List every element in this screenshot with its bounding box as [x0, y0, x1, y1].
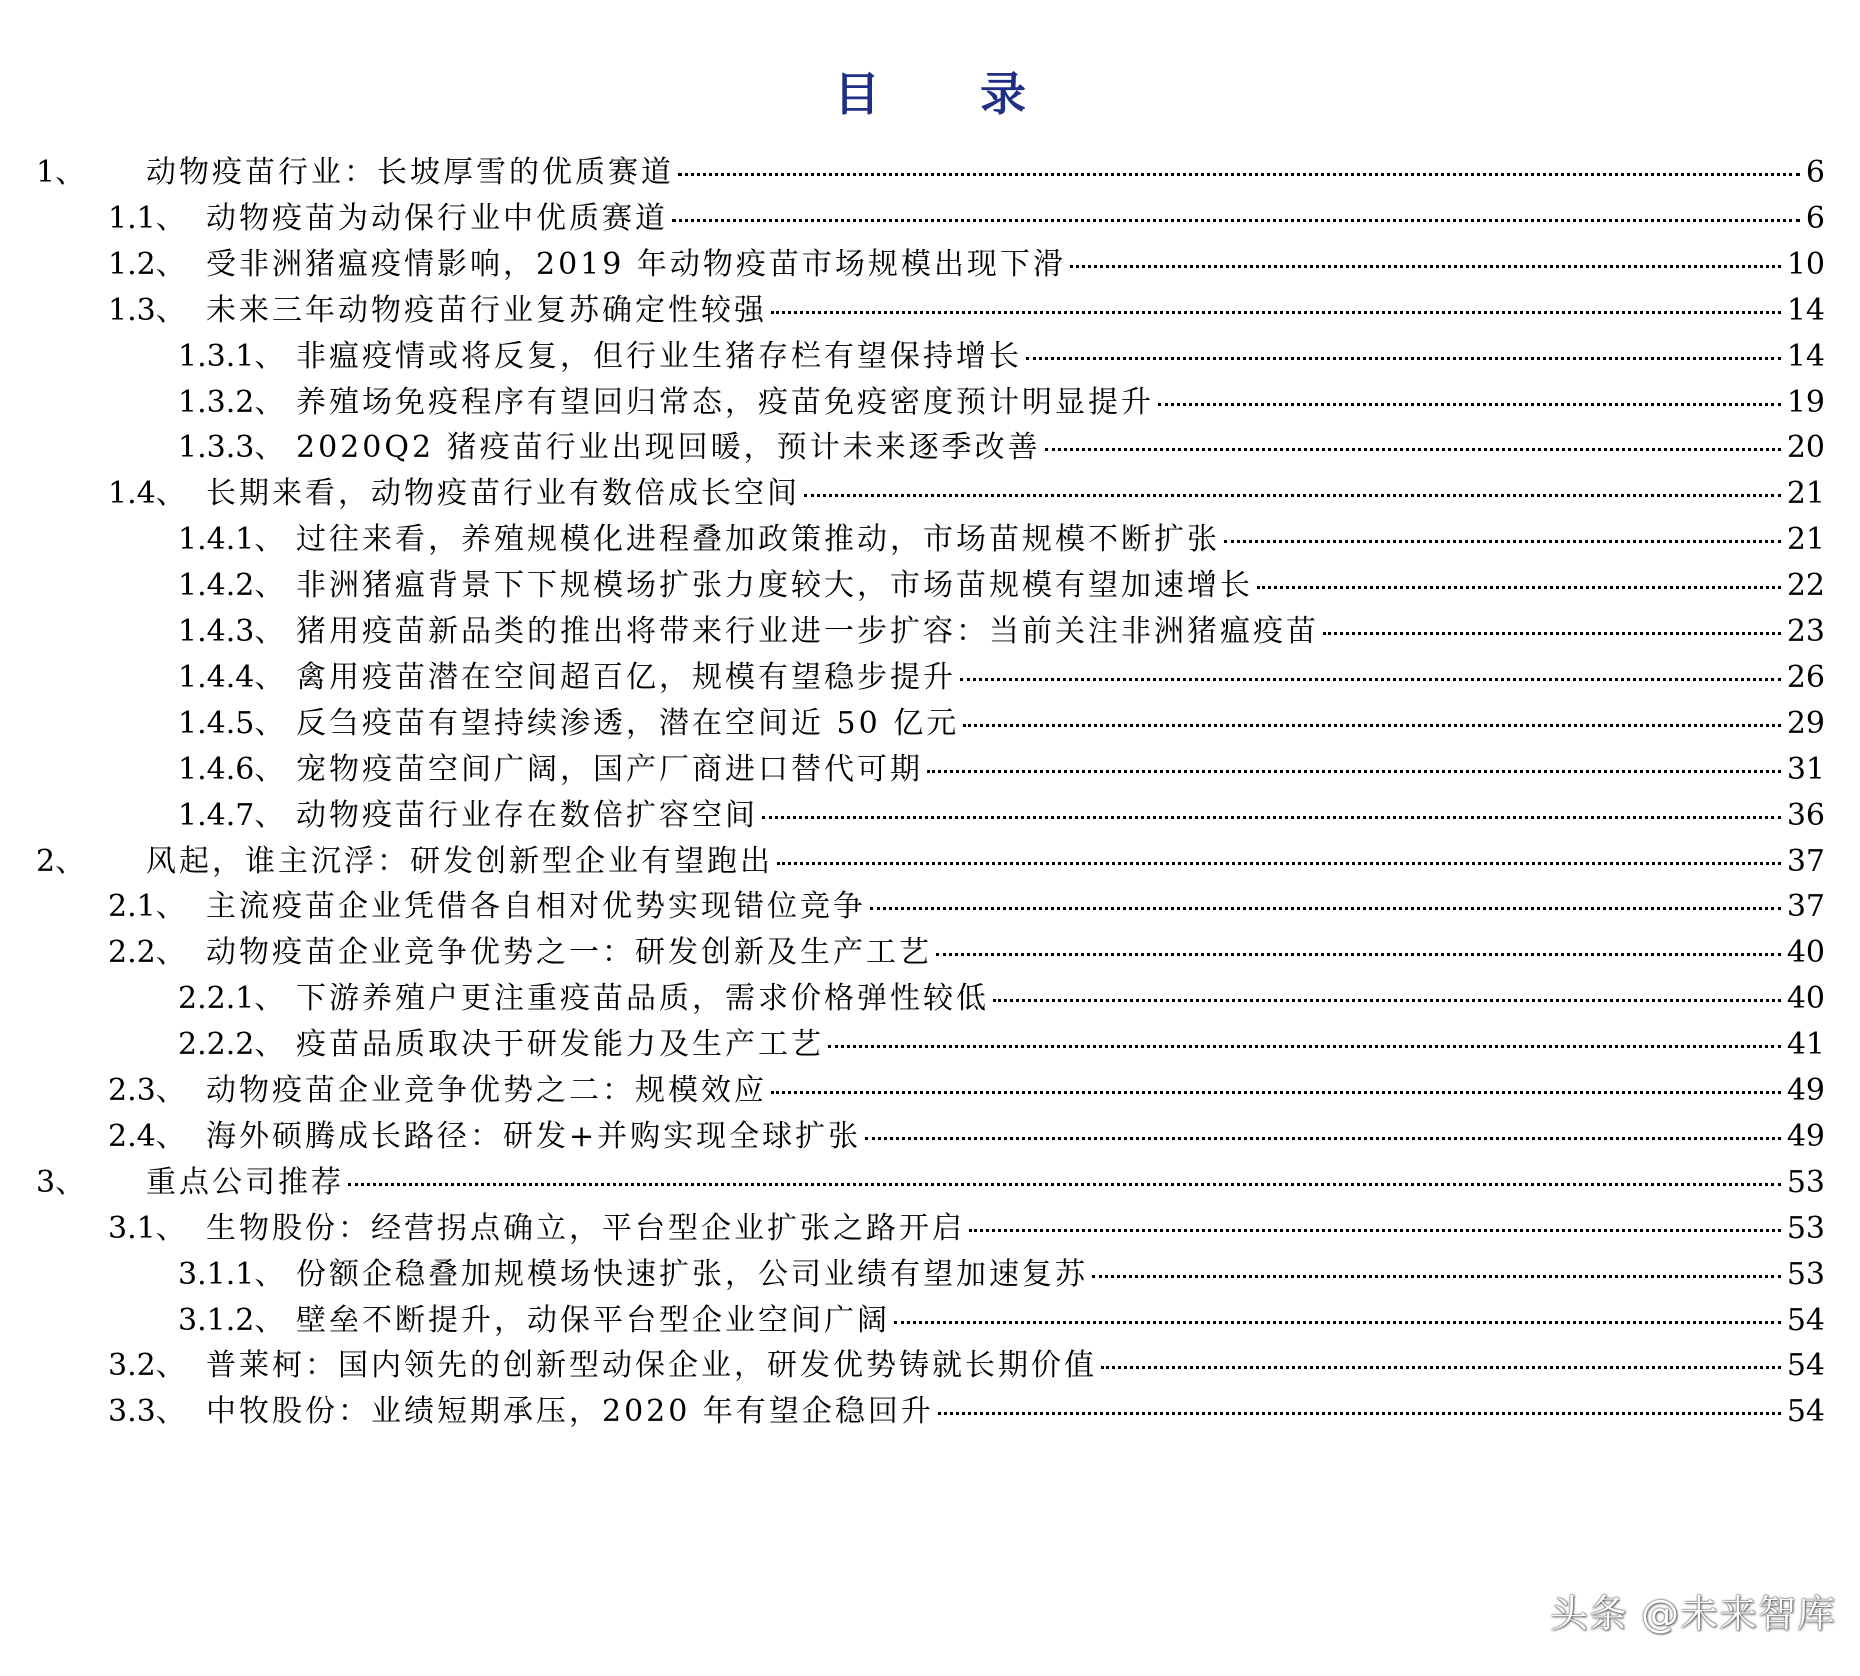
- toc-entry-number: 1.4.1、: [178, 522, 285, 557]
- toc-entry-number: 3.1.2、: [178, 1303, 285, 1338]
- toc-entry-number: 2、: [36, 844, 86, 879]
- toc-entry[interactable]: [178, 378, 1825, 428]
- toc-entry-number: 1.1、: [108, 201, 186, 236]
- toc-entry-page: 31: [1786, 752, 1825, 787]
- toc-entry-text: 下游养殖户更注重疫苗品质，需求价格弹性较低: [296, 981, 989, 1016]
- dot-leader: [936, 953, 1781, 956]
- dot-leader: [1045, 448, 1781, 451]
- toc-entry-page: 41: [1786, 1027, 1825, 1062]
- toc-entry-page: 40: [1786, 981, 1825, 1016]
- toc-entry-number: 3.2、: [108, 1348, 186, 1383]
- toc-entry-text: 海外硕腾成长路径：研发+并购实现全球扩张: [206, 1119, 862, 1154]
- toc-entry-page: 53: [1786, 1257, 1825, 1292]
- toc-entry-page: 6: [1805, 201, 1825, 236]
- toc-entry-number: 1.2、: [108, 247, 186, 282]
- toc-entry-text: 中牧股份：业绩短期承压，2020 年有望企稳回升: [206, 1394, 934, 1429]
- toc-entry-page: 23: [1786, 614, 1825, 649]
- toc-entry-text: 主流疫苗企业凭借各自相对优势实现错位竞争: [206, 889, 866, 924]
- toc-entry-number: 1.4.6、: [178, 752, 285, 787]
- toc-entry[interactable]: [36, 837, 1825, 887]
- toc-entry-page: 22: [1786, 568, 1825, 603]
- toc-entry-page: 54: [1786, 1303, 1825, 1338]
- toc-entry-text: 过往来看，养殖规模化进程叠加政策推动，市场苗规模不断扩张: [296, 522, 1220, 557]
- toc-entry-text: 禽用疫苗潜在空间超百亿，规模有望稳步提升: [296, 660, 956, 695]
- dot-leader: [762, 816, 1781, 819]
- toc-entry-number: 3.3、: [108, 1394, 186, 1429]
- toc-entry-number: 3.1.1、: [178, 1257, 285, 1292]
- toc-entry-number: 2.4、: [108, 1119, 186, 1154]
- toc-entry-page: 37: [1786, 889, 1825, 924]
- toc-entry-page: 49: [1786, 1073, 1825, 1108]
- toc-entry[interactable]: [178, 699, 1825, 749]
- toc-entry-page: 37: [1786, 844, 1825, 879]
- toc-entry-text: 风起，谁主沉浮：研发创新型企业有望跑出: [146, 844, 773, 879]
- toc-entry-number: 2.2.1、: [178, 981, 285, 1016]
- dot-leader: [1026, 357, 1781, 360]
- toc-entry-page: 20: [1786, 430, 1825, 465]
- toc-entry-page: 14: [1786, 293, 1825, 328]
- toc-entry-text: 2020Q2 猪疫苗行业出现回暖，预计未来逐季改善: [296, 430, 1041, 465]
- toc-entry[interactable]: [178, 653, 1825, 703]
- toc-entry-number: 2.1、: [108, 889, 186, 924]
- toc-entry-number: 2.2.2、: [178, 1027, 285, 1062]
- toc-entry[interactable]: [178, 332, 1825, 382]
- toc-entry[interactable]: [108, 469, 1825, 519]
- toc-entry-page: 26: [1786, 660, 1825, 695]
- toc-entry[interactable]: [108, 1341, 1825, 1391]
- toc-entry[interactable]: [36, 148, 1825, 198]
- dot-leader: [1070, 265, 1781, 268]
- toc-entry[interactable]: [178, 745, 1825, 795]
- toc-entry-text: 动物疫苗为动保行业中优质赛道: [206, 201, 668, 236]
- dot-leader: [1158, 403, 1781, 406]
- toc-entry-page: 53: [1786, 1165, 1825, 1200]
- dot-leader: [993, 999, 1781, 1002]
- dot-leader: [672, 219, 1800, 222]
- toc-entry[interactable]: [178, 1296, 1825, 1346]
- toc-entry[interactable]: [178, 1020, 1825, 1070]
- toc-entry-number: 1.4.5、: [178, 706, 285, 741]
- dot-leader: [870, 907, 1781, 910]
- toc-entry-page: 19: [1786, 385, 1825, 420]
- dot-leader: [678, 173, 1800, 176]
- toc-entry-page: 21: [1786, 522, 1825, 557]
- toc-entry-page: 40: [1786, 935, 1825, 970]
- toc-entry-page: 54: [1786, 1348, 1825, 1383]
- dot-leader: [771, 311, 1781, 314]
- toc-entry-number: 3.1、: [108, 1211, 186, 1246]
- toc-entry-page: 54: [1786, 1394, 1825, 1429]
- toc-entry[interactable]: [178, 607, 1825, 657]
- page-title: 目 录: [833, 67, 1068, 121]
- dot-leader: [1323, 632, 1781, 635]
- toc-entry-number: 1.4.4、: [178, 660, 285, 695]
- dot-leader: [960, 678, 1781, 681]
- toc-entry-page: 53: [1786, 1211, 1825, 1246]
- dot-leader: [804, 494, 1781, 497]
- toc-entry-text: 非洲猪瘟背景下下规模场扩张力度较大，市场苗规模有望加速增长: [296, 568, 1253, 603]
- dot-leader: [963, 724, 1781, 727]
- toc-entry-text: 疫苗品质取决于研发能力及生产工艺: [296, 1027, 824, 1062]
- toc-entry[interactable]: [36, 1158, 1825, 1208]
- toc-entry[interactable]: [108, 240, 1825, 290]
- toc-entry[interactable]: [108, 1112, 1825, 1162]
- toc-entry-text: 动物疫苗企业竞争优势之二：规模效应: [206, 1073, 767, 1108]
- watermark: 头条 @未来智库: [1549, 1592, 1836, 1636]
- toc-entry-text: 壁垒不断提升，动保平台型企业空间广阔: [296, 1303, 890, 1338]
- dot-leader: [1224, 540, 1781, 543]
- toc-entry-number: 1.3.3、: [178, 430, 285, 465]
- dot-leader: [348, 1183, 1781, 1186]
- toc-entry-text: 生物股份：经营拐点确立，平台型企业扩张之路开启: [206, 1211, 965, 1246]
- toc-entry-text: 养殖场免疫程序有望回归常态，疫苗免疫密度预计明显提升: [296, 385, 1154, 420]
- toc-entry-page: 49: [1786, 1119, 1825, 1154]
- toc-entry[interactable]: [178, 423, 1825, 473]
- toc-entry-number: 1.4.2、: [178, 568, 285, 603]
- toc-entry-text: 非瘟疫情或将反复，但行业生猪存栏有望保持增长: [296, 339, 1022, 374]
- toc-entry[interactable]: [108, 882, 1825, 932]
- toc-entry-text: 动物疫苗企业竞争优势之一：研发创新及生产工艺: [206, 935, 932, 970]
- toc-entry-number: 1.4、: [108, 476, 186, 511]
- toc-entry-text: 动物疫苗行业存在数倍扩容空间: [296, 798, 758, 833]
- toc-entry-text: 动物疫苗行业：长坡厚雪的优质赛道: [146, 155, 674, 190]
- toc-entry-number: 1.4.7、: [178, 798, 285, 833]
- toc-entry[interactable]: [108, 194, 1825, 244]
- dot-leader: [1092, 1275, 1781, 1278]
- toc-entry-number: 1、: [36, 155, 86, 190]
- toc-entry[interactable]: [108, 1066, 1825, 1116]
- dot-leader: [894, 1321, 1781, 1324]
- toc-entry-text: 受非洲猪瘟疫情影响，2019 年动物疫苗市场规模出现下滑: [206, 247, 1066, 282]
- toc-entry-number: 1.3、: [108, 293, 186, 328]
- dot-leader: [938, 1412, 1781, 1415]
- toc-entry-text: 猪用疫苗新品类的推出将带来行业进一步扩容：当前关注非洲猪瘟疫苗: [296, 614, 1319, 649]
- dot-leader: [927, 770, 1781, 773]
- toc-entry-page: 10: [1786, 247, 1825, 282]
- toc-entry[interactable]: [108, 1204, 1825, 1254]
- toc-entry-number: 3、: [36, 1165, 86, 1200]
- toc-entry-page: 36: [1786, 798, 1825, 833]
- dot-leader: [865, 1137, 1781, 1140]
- toc-entry[interactable]: [178, 1250, 1825, 1300]
- toc-entry-number: 2.2、: [108, 935, 186, 970]
- toc-entry-number: 1.4.3、: [178, 614, 285, 649]
- toc-entry-number: 1.3.1、: [178, 339, 285, 374]
- toc-entry-text: 普莱柯：国内领先的创新型动保企业，研发优势铸就长期价值: [206, 1348, 1097, 1383]
- toc-entry-page: 14: [1786, 339, 1825, 374]
- dot-leader: [777, 862, 1781, 865]
- toc-entry-page: 6: [1805, 155, 1825, 190]
- toc-entry[interactable]: [178, 561, 1825, 611]
- toc-entry[interactable]: [108, 928, 1825, 978]
- dot-leader: [1101, 1366, 1781, 1369]
- toc-entry-number: 2.3、: [108, 1073, 186, 1108]
- toc-entry-page: 21: [1786, 476, 1825, 511]
- toc-entry-text: 未来三年动物疫苗行业复苏确定性较强: [206, 293, 767, 328]
- toc-entry-text: 长期来看，动物疫苗行业有数倍成长空间: [206, 476, 800, 511]
- dot-leader: [1257, 586, 1781, 589]
- toc-entry-text: 反刍疫苗有望持续渗透，潜在空间近 50 亿元: [296, 706, 960, 741]
- dot-leader: [771, 1091, 1781, 1094]
- toc-entry[interactable]: [178, 515, 1825, 565]
- toc-entry[interactable]: [108, 1387, 1825, 1437]
- toc-entry-number: 1.3.2、: [178, 385, 285, 420]
- dot-leader: [828, 1045, 1781, 1048]
- toc-entry[interactable]: [178, 791, 1825, 841]
- toc-entry[interactable]: [108, 286, 1825, 336]
- toc-entry-text: 重点公司推荐: [146, 1165, 344, 1200]
- toc-entry[interactable]: [178, 974, 1825, 1024]
- toc-entry-page: 29: [1786, 706, 1825, 741]
- toc-entry-text: 宠物疫苗空间广阔，国产厂商进口替代可期: [296, 752, 923, 787]
- toc-entry-text: 份额企稳叠加规模场快速扩张，公司业绩有望加速复苏: [296, 1257, 1088, 1292]
- dot-leader: [969, 1229, 1781, 1232]
